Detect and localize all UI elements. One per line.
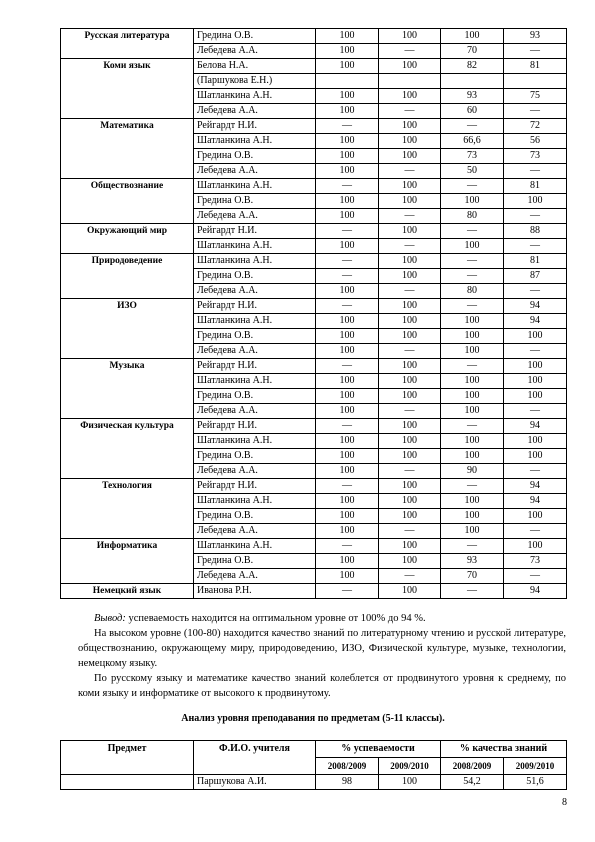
teacher-cell: Шатланкина А.Н. [194, 434, 316, 449]
value-cell: 100 [316, 389, 379, 404]
conclusion-paragraph-1 [78, 611, 566, 626]
table-row [61, 119, 567, 134]
grades-table-body [61, 29, 567, 599]
value-cell: — [316, 479, 379, 494]
page-number: 8 [562, 797, 567, 808]
value-cell: — [504, 104, 567, 119]
value-cell: — [379, 404, 441, 419]
subject-cell: Обществознание [61, 179, 194, 224]
value-cell: 94 [504, 419, 567, 434]
value-cell [504, 74, 567, 89]
value-cell: 100 [316, 239, 379, 254]
value-cell: 93 [504, 29, 567, 44]
table-row [61, 359, 567, 374]
value-cell: 100 [316, 209, 379, 224]
value-cell: 100 [441, 494, 504, 509]
value-cell: — [316, 419, 379, 434]
teacher-cell: Шатланкина А.Н. [194, 134, 316, 149]
teacher-cell: Гредина О.В. [194, 389, 316, 404]
conclusion-label: Вывод: [94, 613, 126, 624]
value-cell: 72 [504, 119, 567, 134]
value-cell: 100 [316, 344, 379, 359]
value-cell: 100 [441, 329, 504, 344]
table-row [61, 299, 567, 314]
grades-table [60, 28, 567, 599]
value-cell: — [441, 119, 504, 134]
teacher-cell: Рейгардт Н.И. [194, 359, 316, 374]
value-cell: — [504, 239, 567, 254]
value-cell: 93 [441, 554, 504, 569]
table-row [61, 539, 567, 554]
value-cell: 100 [504, 194, 567, 209]
subject-cell: Окружающий мир [61, 224, 194, 254]
value-cell: 100 [379, 389, 441, 404]
value-cell: 100 [316, 89, 379, 104]
value-cell: 100 [379, 224, 441, 239]
subject-cell: Коми язык [61, 59, 194, 119]
value-cell: 73 [504, 149, 567, 164]
value-cell: 98 [316, 775, 379, 790]
teacher-cell: Шатланкина А.Н. [194, 254, 316, 269]
value-cell: 100 [441, 449, 504, 464]
value-cell: 94 [504, 479, 567, 494]
table-row [61, 419, 567, 434]
value-cell: 100 [379, 149, 441, 164]
value-cell: — [504, 344, 567, 359]
table-row [61, 479, 567, 494]
table-row [61, 59, 567, 74]
value-cell: 100 [504, 329, 567, 344]
value-cell: — [316, 179, 379, 194]
teacher-cell: Шатланкина А.Н. [194, 314, 316, 329]
value-cell: 100 [316, 494, 379, 509]
value-cell: — [504, 284, 567, 299]
value-cell: 100 [441, 194, 504, 209]
value-cell: 100 [379, 449, 441, 464]
table-row [61, 254, 567, 269]
header-subject: Предмет [61, 741, 194, 775]
value-cell: — [441, 359, 504, 374]
value-cell: — [316, 584, 379, 599]
value-cell: 100 [316, 329, 379, 344]
value-cell: 100 [316, 194, 379, 209]
value-cell: 100 [379, 509, 441, 524]
value-cell: 88 [504, 224, 567, 239]
teacher-cell: Паршукова А.И. [194, 775, 316, 790]
value-cell: 100 [316, 164, 379, 179]
value-cell: 73 [504, 554, 567, 569]
value-cell: 100 [504, 389, 567, 404]
teacher-cell: Шатланкина А.Н. [194, 374, 316, 389]
value-cell: 100 [379, 269, 441, 284]
teacher-cell: Шатланкина А.Н. [194, 539, 316, 554]
value-cell: — [441, 224, 504, 239]
value-cell: 80 [441, 284, 504, 299]
value-cell: 100 [316, 434, 379, 449]
value-cell: — [441, 539, 504, 554]
value-cell: 66,6 [441, 134, 504, 149]
value-cell: 100 [379, 299, 441, 314]
teacher-cell: (Паршукова Е.Н.) [194, 74, 316, 89]
value-cell: 100 [504, 539, 567, 554]
teacher-cell: Лебедева А.А. [194, 44, 316, 59]
value-cell: — [441, 479, 504, 494]
value-cell: 50 [441, 164, 504, 179]
value-cell: 100 [441, 314, 504, 329]
teacher-cell: Гредина О.В. [194, 554, 316, 569]
value-cell: 100 [379, 775, 441, 790]
teacher-cell: Рейгардт Н.И. [194, 419, 316, 434]
value-cell: — [316, 359, 379, 374]
analysis-header-row [61, 741, 567, 758]
conclusion-paragraph-2: На высоком уровне (100-80) находится качество знаний по литературному чтению и русской литературе, обществознанию, окружающему миру, природоведению, ИЗО, Физической культуре, музыке, технологии, немецкому языку. [78, 628, 566, 669]
table-row [61, 224, 567, 239]
teacher-cell: Гредина О.В. [194, 149, 316, 164]
value-cell: — [441, 299, 504, 314]
value-cell: — [441, 269, 504, 284]
subject-cell: Технология [61, 479, 194, 539]
value-cell: 100 [379, 254, 441, 269]
value-cell: 100 [316, 284, 379, 299]
value-cell: — [316, 119, 379, 134]
teacher-cell: Рейгардт Н.И. [194, 224, 316, 239]
value-cell: — [441, 584, 504, 599]
value-cell: — [379, 569, 441, 584]
value-cell: 100 [441, 524, 504, 539]
teacher-cell: Лебедева А.А. [194, 569, 316, 584]
value-cell: 100 [379, 359, 441, 374]
value-cell: — [504, 464, 567, 479]
value-cell: — [379, 104, 441, 119]
teacher-cell: Гредина О.В. [194, 29, 316, 44]
value-cell: — [379, 464, 441, 479]
value-cell: — [504, 569, 567, 584]
teacher-cell: Шатланкина А.Н. [194, 239, 316, 254]
value-cell: 94 [504, 494, 567, 509]
value-cell: 100 [316, 314, 379, 329]
value-cell: 100 [504, 449, 567, 464]
subject-cell [61, 775, 194, 790]
value-cell: 100 [379, 89, 441, 104]
value-cell: — [379, 524, 441, 539]
value-cell: 100 [316, 374, 379, 389]
subject-cell: Природоведение [61, 254, 194, 299]
teacher-cell: Гредина О.В. [194, 194, 316, 209]
value-cell: — [441, 179, 504, 194]
value-cell: 100 [379, 494, 441, 509]
teacher-cell: Лебедева А.А. [194, 524, 316, 539]
teacher-cell: Лебедева А.А. [194, 104, 316, 119]
value-cell [379, 74, 441, 89]
value-cell: 100 [379, 29, 441, 44]
value-cell: 70 [441, 569, 504, 584]
value-cell: 54,2 [441, 775, 504, 790]
value-cell: 100 [379, 314, 441, 329]
value-cell: 100 [316, 524, 379, 539]
value-cell: 100 [379, 539, 441, 554]
value-cell: 100 [379, 329, 441, 344]
value-cell [316, 74, 379, 89]
value-cell: 100 [316, 29, 379, 44]
teacher-cell: Лебедева А.А. [194, 284, 316, 299]
value-cell: 81 [504, 179, 567, 194]
header-year: 2008/2009 [441, 758, 504, 775]
value-cell: 94 [504, 314, 567, 329]
teacher-cell: Лебедева А.А. [194, 464, 316, 479]
value-cell: 100 [441, 434, 504, 449]
section-title: Анализ уровня преподавания по предметам (5-11 классы). [181, 713, 445, 724]
value-cell: 94 [504, 584, 567, 599]
value-cell: 100 [504, 359, 567, 374]
conclusion-paragraph-3: По русскому языку и математике качество знаний колеблется от продвинутого уровня к среднему, по коми языку и информатике от высокого к продвинутому. [78, 673, 566, 699]
value-cell: 100 [441, 389, 504, 404]
teacher-cell: Рейгардт Н.И. [194, 479, 316, 494]
value-cell: 100 [316, 404, 379, 419]
value-cell: 100 [504, 509, 567, 524]
value-cell: 100 [441, 404, 504, 419]
header-teacher: Ф.И.О. учителя [194, 741, 316, 775]
value-cell: 100 [504, 434, 567, 449]
teacher-cell: Рейгардт Н.И. [194, 299, 316, 314]
subject-cell: ИЗО [61, 299, 194, 359]
teacher-cell: Лебедева А.А. [194, 344, 316, 359]
conclusion-text-1: успеваемость находится на оптимальном уровне от 100% до 94 %. [125, 613, 426, 624]
value-cell: — [316, 269, 379, 284]
value-cell: 80 [441, 209, 504, 224]
value-cell: — [379, 284, 441, 299]
value-cell: 82 [441, 59, 504, 74]
teacher-cell: Гредина О.В. [194, 329, 316, 344]
teacher-cell: Гредина О.В. [194, 449, 316, 464]
value-cell: 100 [379, 479, 441, 494]
value-cell: — [441, 419, 504, 434]
subject-cell: Математика [61, 119, 194, 179]
teacher-cell: Лебедева А.А. [194, 404, 316, 419]
value-cell: — [379, 164, 441, 179]
header-year: 2009/2010 [504, 758, 567, 775]
value-cell: 100 [441, 344, 504, 359]
subject-cell: Музыка [61, 359, 194, 419]
value-cell: 75 [504, 89, 567, 104]
value-cell: 100 [379, 554, 441, 569]
header-year: 2008/2009 [316, 758, 379, 775]
table-row [61, 775, 567, 790]
header-year: 2009/2010 [379, 758, 441, 775]
value-cell: — [441, 254, 504, 269]
subject-cell: Немецкий язык [61, 584, 194, 599]
value-cell: — [379, 44, 441, 59]
value-cell: 100 [316, 104, 379, 119]
analysis-table [60, 740, 567, 790]
value-cell [441, 74, 504, 89]
table-row [61, 29, 567, 44]
teacher-cell: Лебедева А.А. [194, 164, 316, 179]
value-cell: 100 [441, 374, 504, 389]
value-cell: 100 [379, 119, 441, 134]
value-cell: 100 [316, 464, 379, 479]
value-cell: — [504, 404, 567, 419]
value-cell: — [379, 344, 441, 359]
value-cell: 87 [504, 269, 567, 284]
teacher-cell: Шатланкина А.Н. [194, 89, 316, 104]
value-cell: — [316, 539, 379, 554]
value-cell: 100 [379, 194, 441, 209]
conclusion-text [78, 611, 566, 701]
value-cell: 100 [379, 419, 441, 434]
value-cell: 70 [441, 44, 504, 59]
teacher-cell: Белова Н.А. [194, 59, 316, 74]
table-row [61, 179, 567, 194]
value-cell: 100 [379, 584, 441, 599]
teacher-cell: Лебедева А.А. [194, 209, 316, 224]
value-cell: 100 [379, 374, 441, 389]
value-cell: — [504, 209, 567, 224]
value-cell: — [504, 44, 567, 59]
teacher-cell: Иванова Р.Н. [194, 584, 316, 599]
value-cell: 100 [379, 179, 441, 194]
value-cell: — [504, 164, 567, 179]
value-cell: 100 [316, 44, 379, 59]
value-cell: 51,6 [504, 775, 567, 790]
value-cell: 56 [504, 134, 567, 149]
teacher-cell: Шатланкина А.Н. [194, 494, 316, 509]
value-cell: 100 [441, 239, 504, 254]
value-cell: 100 [379, 134, 441, 149]
subject-cell: Физическая культура [61, 419, 194, 479]
value-cell: 100 [316, 149, 379, 164]
value-cell: — [379, 239, 441, 254]
value-cell: 60 [441, 104, 504, 119]
value-cell: 100 [316, 59, 379, 74]
table-row [61, 584, 567, 599]
teacher-cell: Шатланкина А.Н. [194, 179, 316, 194]
value-cell: 93 [441, 89, 504, 104]
value-cell: 100 [441, 509, 504, 524]
teacher-cell: Рейгардт Н.И. [194, 119, 316, 134]
value-cell: — [316, 299, 379, 314]
header-progress: % успеваемости [316, 741, 441, 758]
header-quality: % качества знаний [441, 741, 567, 758]
subject-cell: Русская литература [61, 29, 194, 59]
value-cell: 100 [316, 509, 379, 524]
value-cell: 100 [504, 374, 567, 389]
value-cell: — [316, 224, 379, 239]
value-cell: — [316, 254, 379, 269]
value-cell: 90 [441, 464, 504, 479]
teacher-cell: Гредина О.В. [194, 509, 316, 524]
value-cell: 81 [504, 254, 567, 269]
value-cell: 100 [316, 554, 379, 569]
value-cell: 94 [504, 299, 567, 314]
value-cell: 100 [441, 29, 504, 44]
value-cell: 100 [316, 134, 379, 149]
value-cell: 100 [316, 449, 379, 464]
value-cell: 73 [441, 149, 504, 164]
value-cell: — [504, 524, 567, 539]
value-cell: 100 [379, 434, 441, 449]
value-cell: — [379, 209, 441, 224]
teacher-cell: Гредина О.В. [194, 269, 316, 284]
value-cell: 100 [379, 59, 441, 74]
analysis-table-body [61, 775, 567, 790]
value-cell: 81 [504, 59, 567, 74]
value-cell: 100 [316, 569, 379, 584]
subject-cell: Информатика [61, 539, 194, 584]
